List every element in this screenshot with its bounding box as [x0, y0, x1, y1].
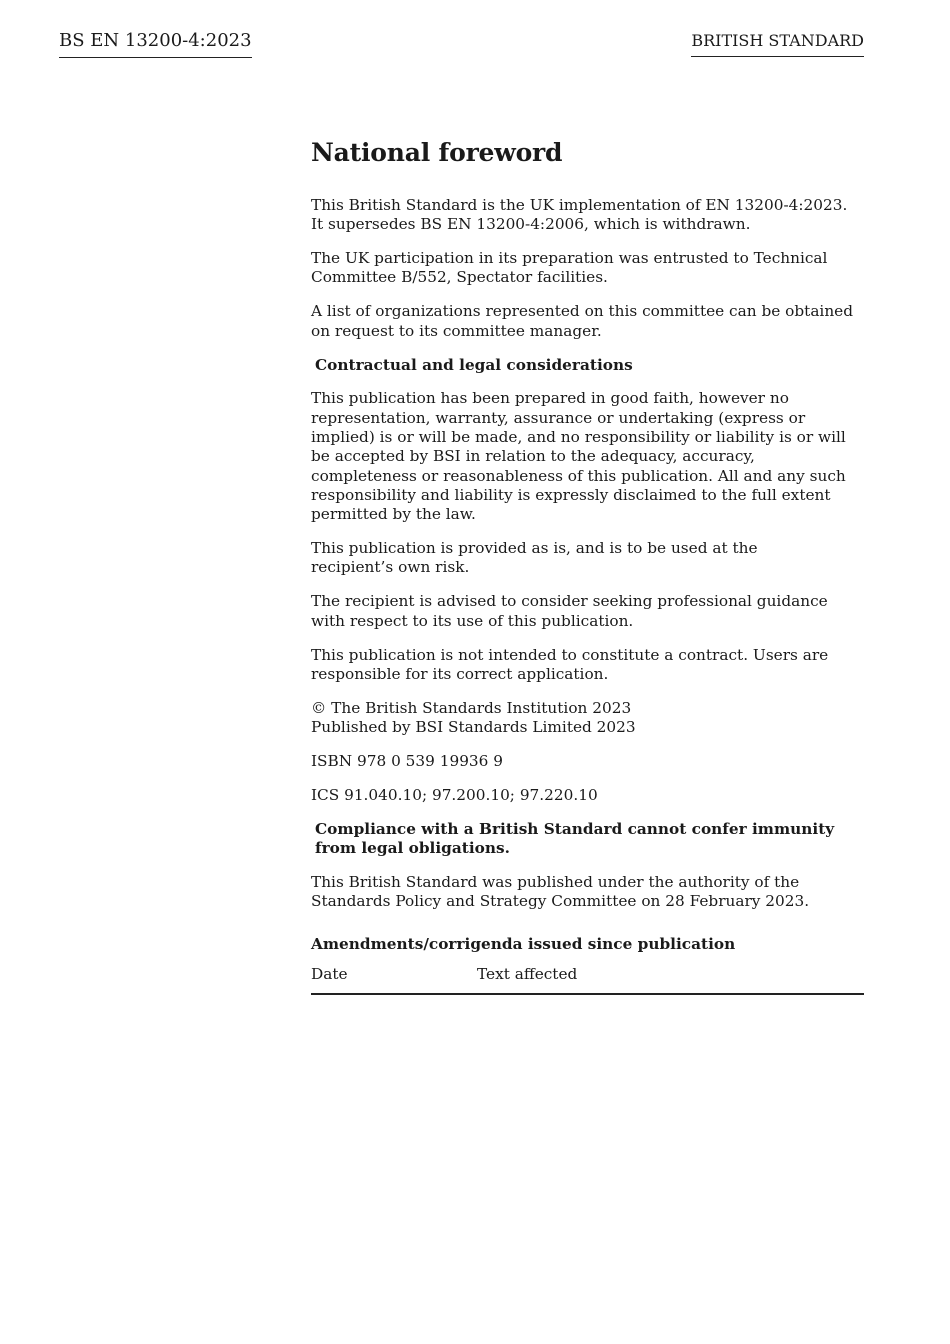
publisher-line: Published by BSI Standards Limited 2023	[311, 717, 636, 736]
isbn-line: ISBN 978 0 539 19936 9	[311, 751, 503, 770]
as-is-line-1: This publication is provided as is, and is to be used at the	[311, 539, 758, 558]
table-header-row	[311, 965, 864, 994]
amendments-title: Amendments/corrigenda issued since publication	[311, 935, 736, 954]
authority-paragraph: This British Standard was published under the authority of the Standards Policy and Strategy Committee on 28 February 2023.	[311, 872, 810, 911]
implementation-paragraph: This British Standard is the UK implementation of EN 13200-4:2023. It supersedes BS EN 13200-4:2006, which is withdrawn.	[311, 196, 848, 234]
copyright-block	[311, 699, 864, 738]
as-is-line-2: recipient’s own risk.	[311, 558, 470, 577]
national-foreword-section	[311, 136, 864, 995]
committee-paragraph: The UK participation in its preparation was entrusted to Technical Committee B/552, Spectator facilities.	[311, 249, 828, 287]
good-faith-paragraph: This publication has been prepared in good faith, however no representation, warranty, assurance or undertaking (express or implied) is or will be made, and no responsibility or liability is or will be accepted by BSI in relation to the adequacy, accuracy, completeness or reasonableness of this publication. All and any such responsibility and liability is expressly disclaimed to the full extent permitted by the law.	[311, 389, 846, 524]
ics-line: ICS 91.040.10; 97.200.10; 97.220.10	[311, 785, 598, 804]
document-type-label: BRITISH STANDARD	[691, 31, 864, 57]
contractual-heading: Contractual and legal considerations	[315, 355, 633, 374]
page-title: National foreword	[311, 138, 563, 167]
document-code: BS EN 13200-4:2023	[59, 30, 252, 58]
guidance-paragraph: The recipient is advised to consider seeking professional guidance with respect to its use of this publication.	[311, 592, 828, 630]
copyright-line: © The British Standards Institution 2023	[311, 698, 632, 717]
organizations-paragraph: A list of organizations represented on this committee can be obtained on request to its committee manager.	[311, 302, 854, 340]
amendments-table	[311, 965, 864, 995]
contract-paragraph: This publication is not intended to constitute a contract. Users are responsible for its correct application.	[311, 645, 829, 683]
column-header-date: Date	[311, 965, 477, 994]
column-header-text-affected: Text affected	[477, 965, 864, 994]
compliance-statement: Compliance with a British Standard cannot confer immunity from legal obligations.	[315, 819, 835, 857]
as-is-paragraph	[311, 539, 864, 578]
